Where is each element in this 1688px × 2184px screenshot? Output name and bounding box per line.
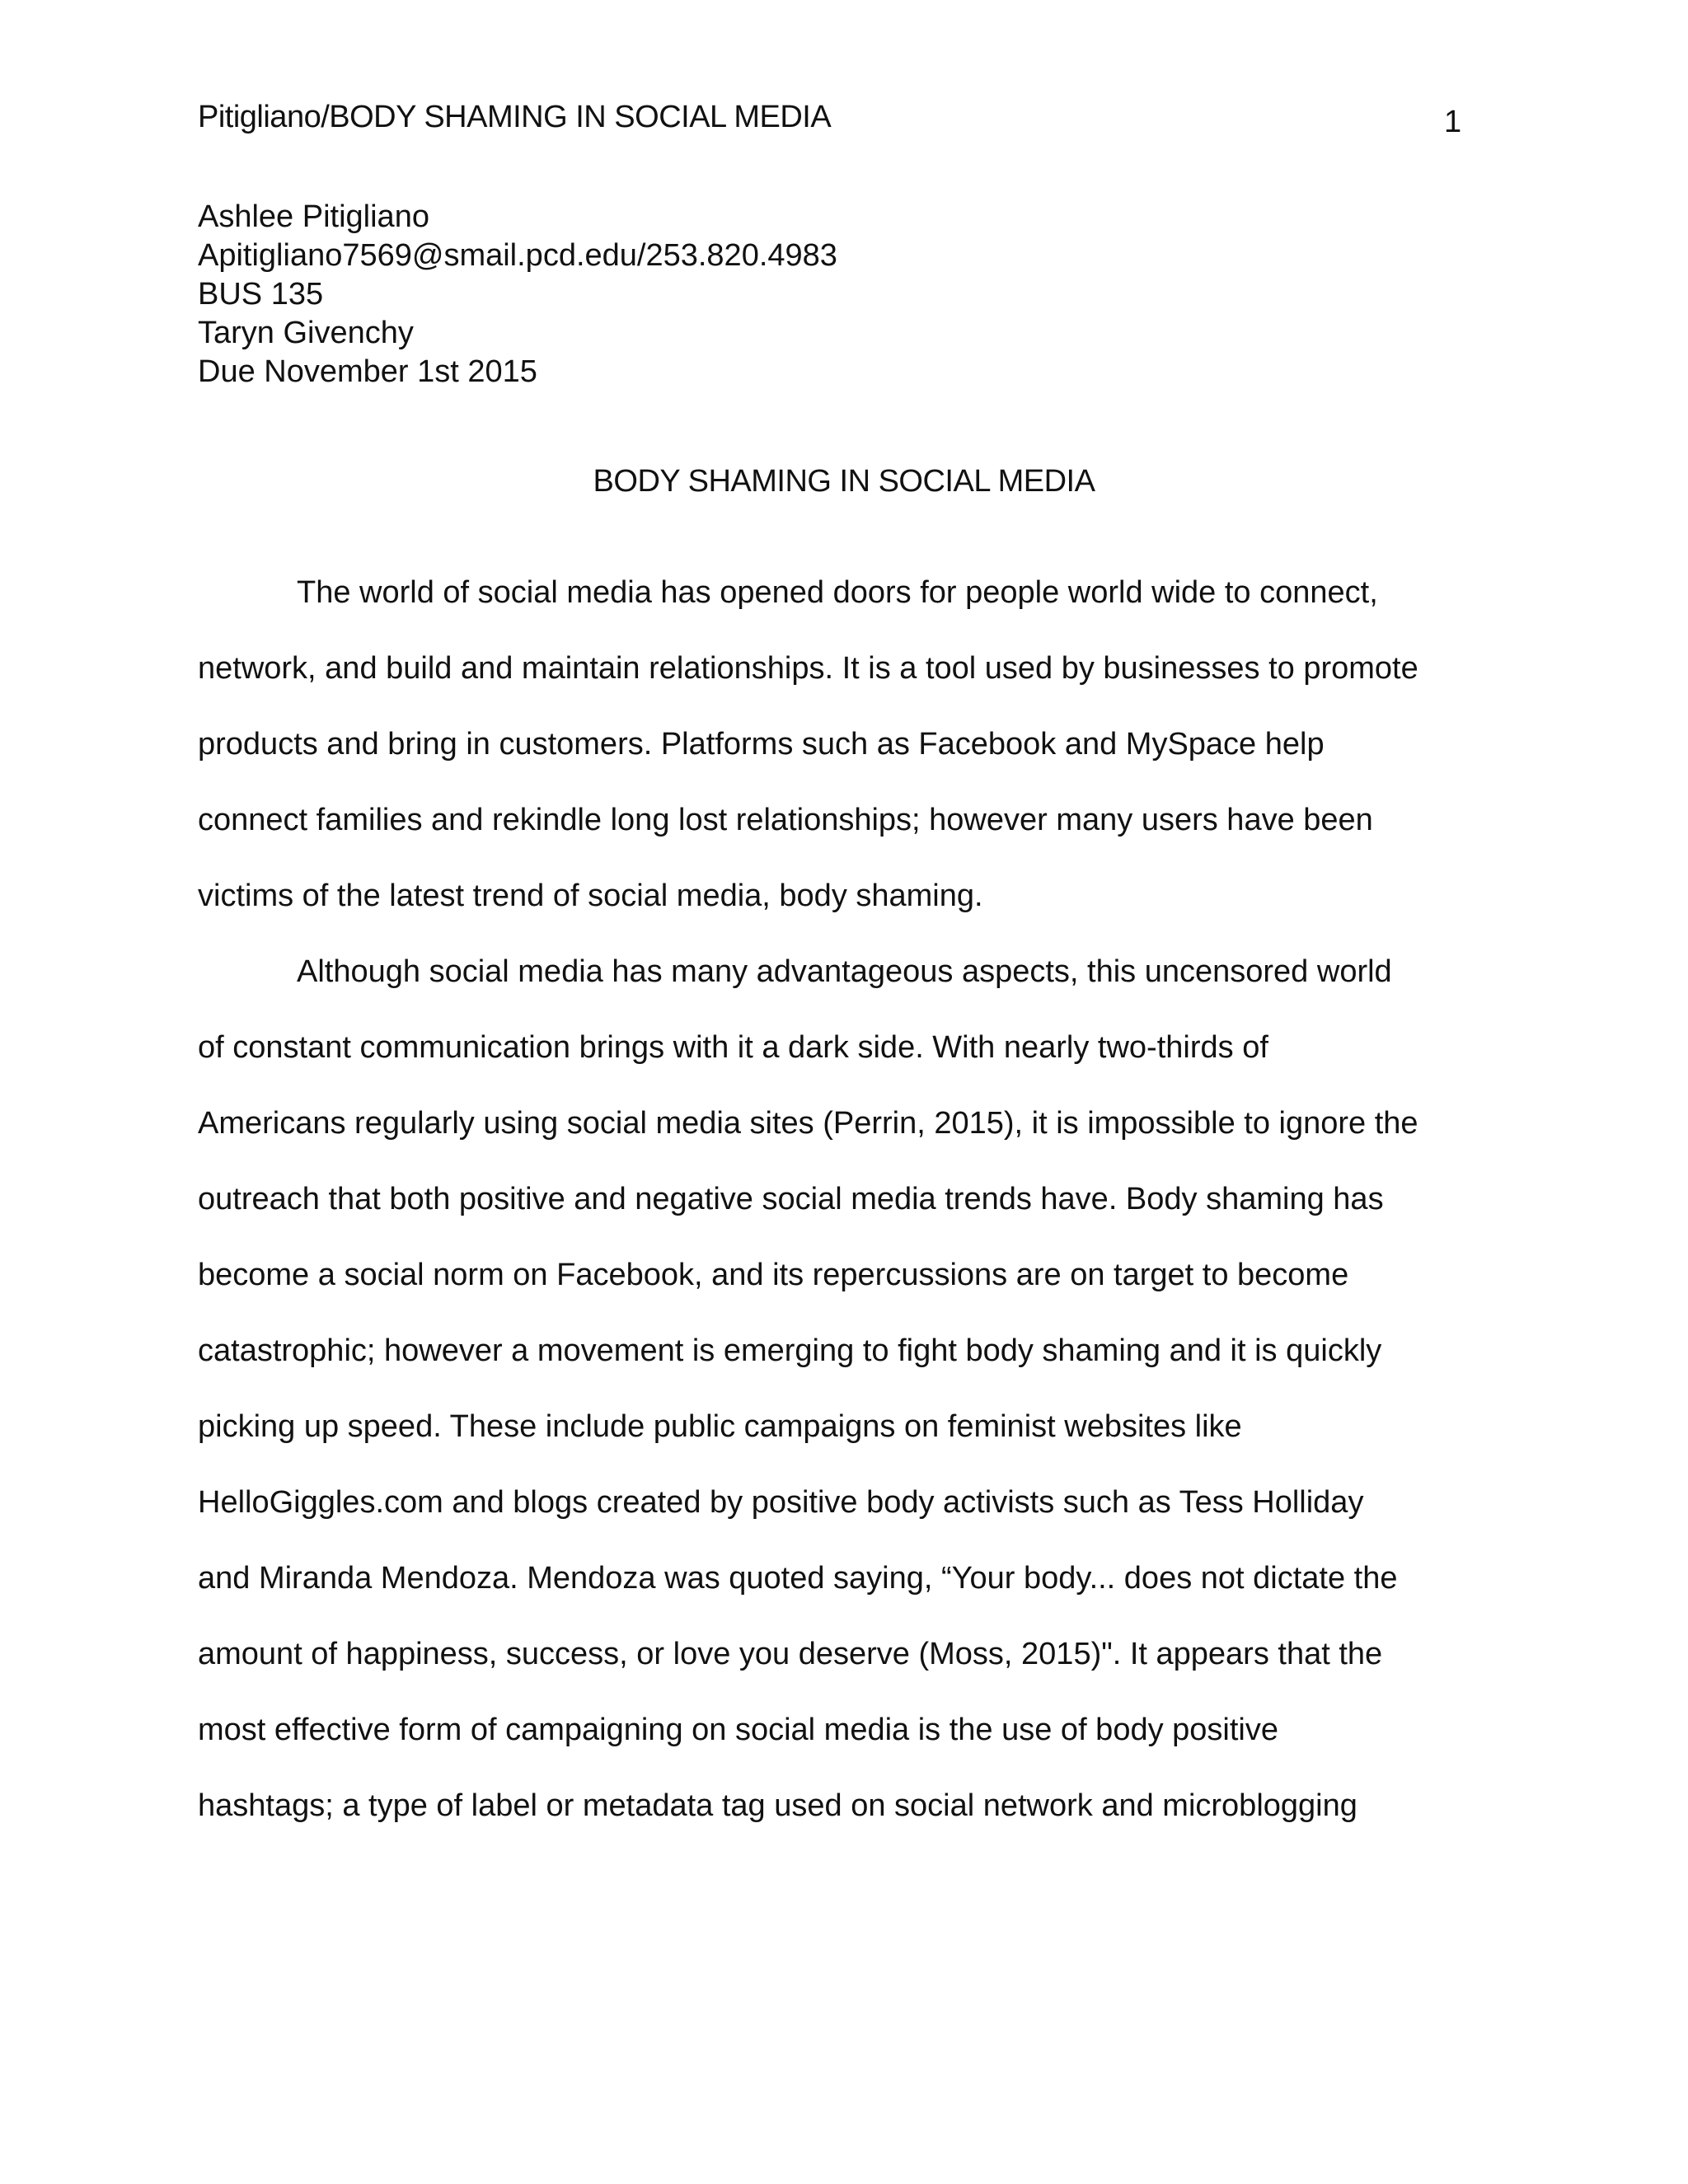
paragraph-2-line: catastrophic; however a movement is emerging to fight body shaming and it is quickly xyxy=(198,1333,1382,1368)
paragraph-1-line: victims of the latest trend of social media, body shaming. xyxy=(198,879,983,913)
course-code: BUS 135 xyxy=(198,277,324,312)
author-name: Ashlee Pitigliano xyxy=(198,199,429,234)
paragraph-2-line: hashtags; a type of label or metadata tag used on social network and microblogging xyxy=(198,1788,1357,1823)
paragraph-2-line: of constant communication brings with it a dark side. With nearly two-thirds of xyxy=(198,1030,1268,1065)
paragraph-1-line: The world of social media has opened doors for people world wide to connect, xyxy=(297,575,1378,610)
body-text xyxy=(198,573,1467,1862)
paragraph-2-line: and Miranda Mendoza. Mendoza was quoted saying, “Your body... does not dictate the xyxy=(198,1561,1398,1596)
paragraph-2-line: become a social norm on Facebook, and its repercussions are on target to become xyxy=(198,1258,1349,1292)
paragraph-2-line: picking up speed. These include public campaigns on feminist websites like xyxy=(198,1409,1242,1444)
paragraph-2-line: amount of happiness, success, or love you deserve (Moss, 2015)". It appears that the xyxy=(198,1637,1383,1671)
paragraph-1-line: connect families and rekindle long lost relationships; however many users have been xyxy=(198,803,1373,837)
instructor-name: Taryn Givenchy xyxy=(198,316,414,350)
due-date: Due November 1st 2015 xyxy=(198,354,537,389)
paragraph-1-line: products and bring in customers. Platforms such as Facebook and MySpace help xyxy=(198,727,1325,762)
paragraph-2-line: outreach that both positive and negative social media trends have. Body shaming has xyxy=(198,1182,1384,1216)
header-block xyxy=(198,198,837,391)
paragraph-2-line: Americans regularly using social media sites (Perrin, 2015), it is impossible to ignore the xyxy=(198,1106,1418,1141)
paragraph-2-line: HelloGiggles.com and blogs created by positive body activists such as Tess Holliday xyxy=(198,1485,1364,1520)
page-number: 1 xyxy=(1444,105,1462,139)
document-title: BODY SHAMING IN SOCIAL MEDIA xyxy=(593,464,1095,499)
author-contact: Apitigliano7569@smail.pcd.edu/253.820.4983 xyxy=(198,238,837,273)
paragraph-2-line: most effective form of campaigning on social media is the use of body positive xyxy=(198,1713,1278,1747)
paragraph-2-line: Although social media has many advantageous aspects, this uncensored world xyxy=(297,954,1392,989)
paragraph-1-line: network, and build and maintain relationships. It is a tool used by businesses to promote xyxy=(198,651,1418,686)
running-head: Pitigliano/BODY SHAMING IN SOCIAL MEDIA xyxy=(198,100,832,134)
